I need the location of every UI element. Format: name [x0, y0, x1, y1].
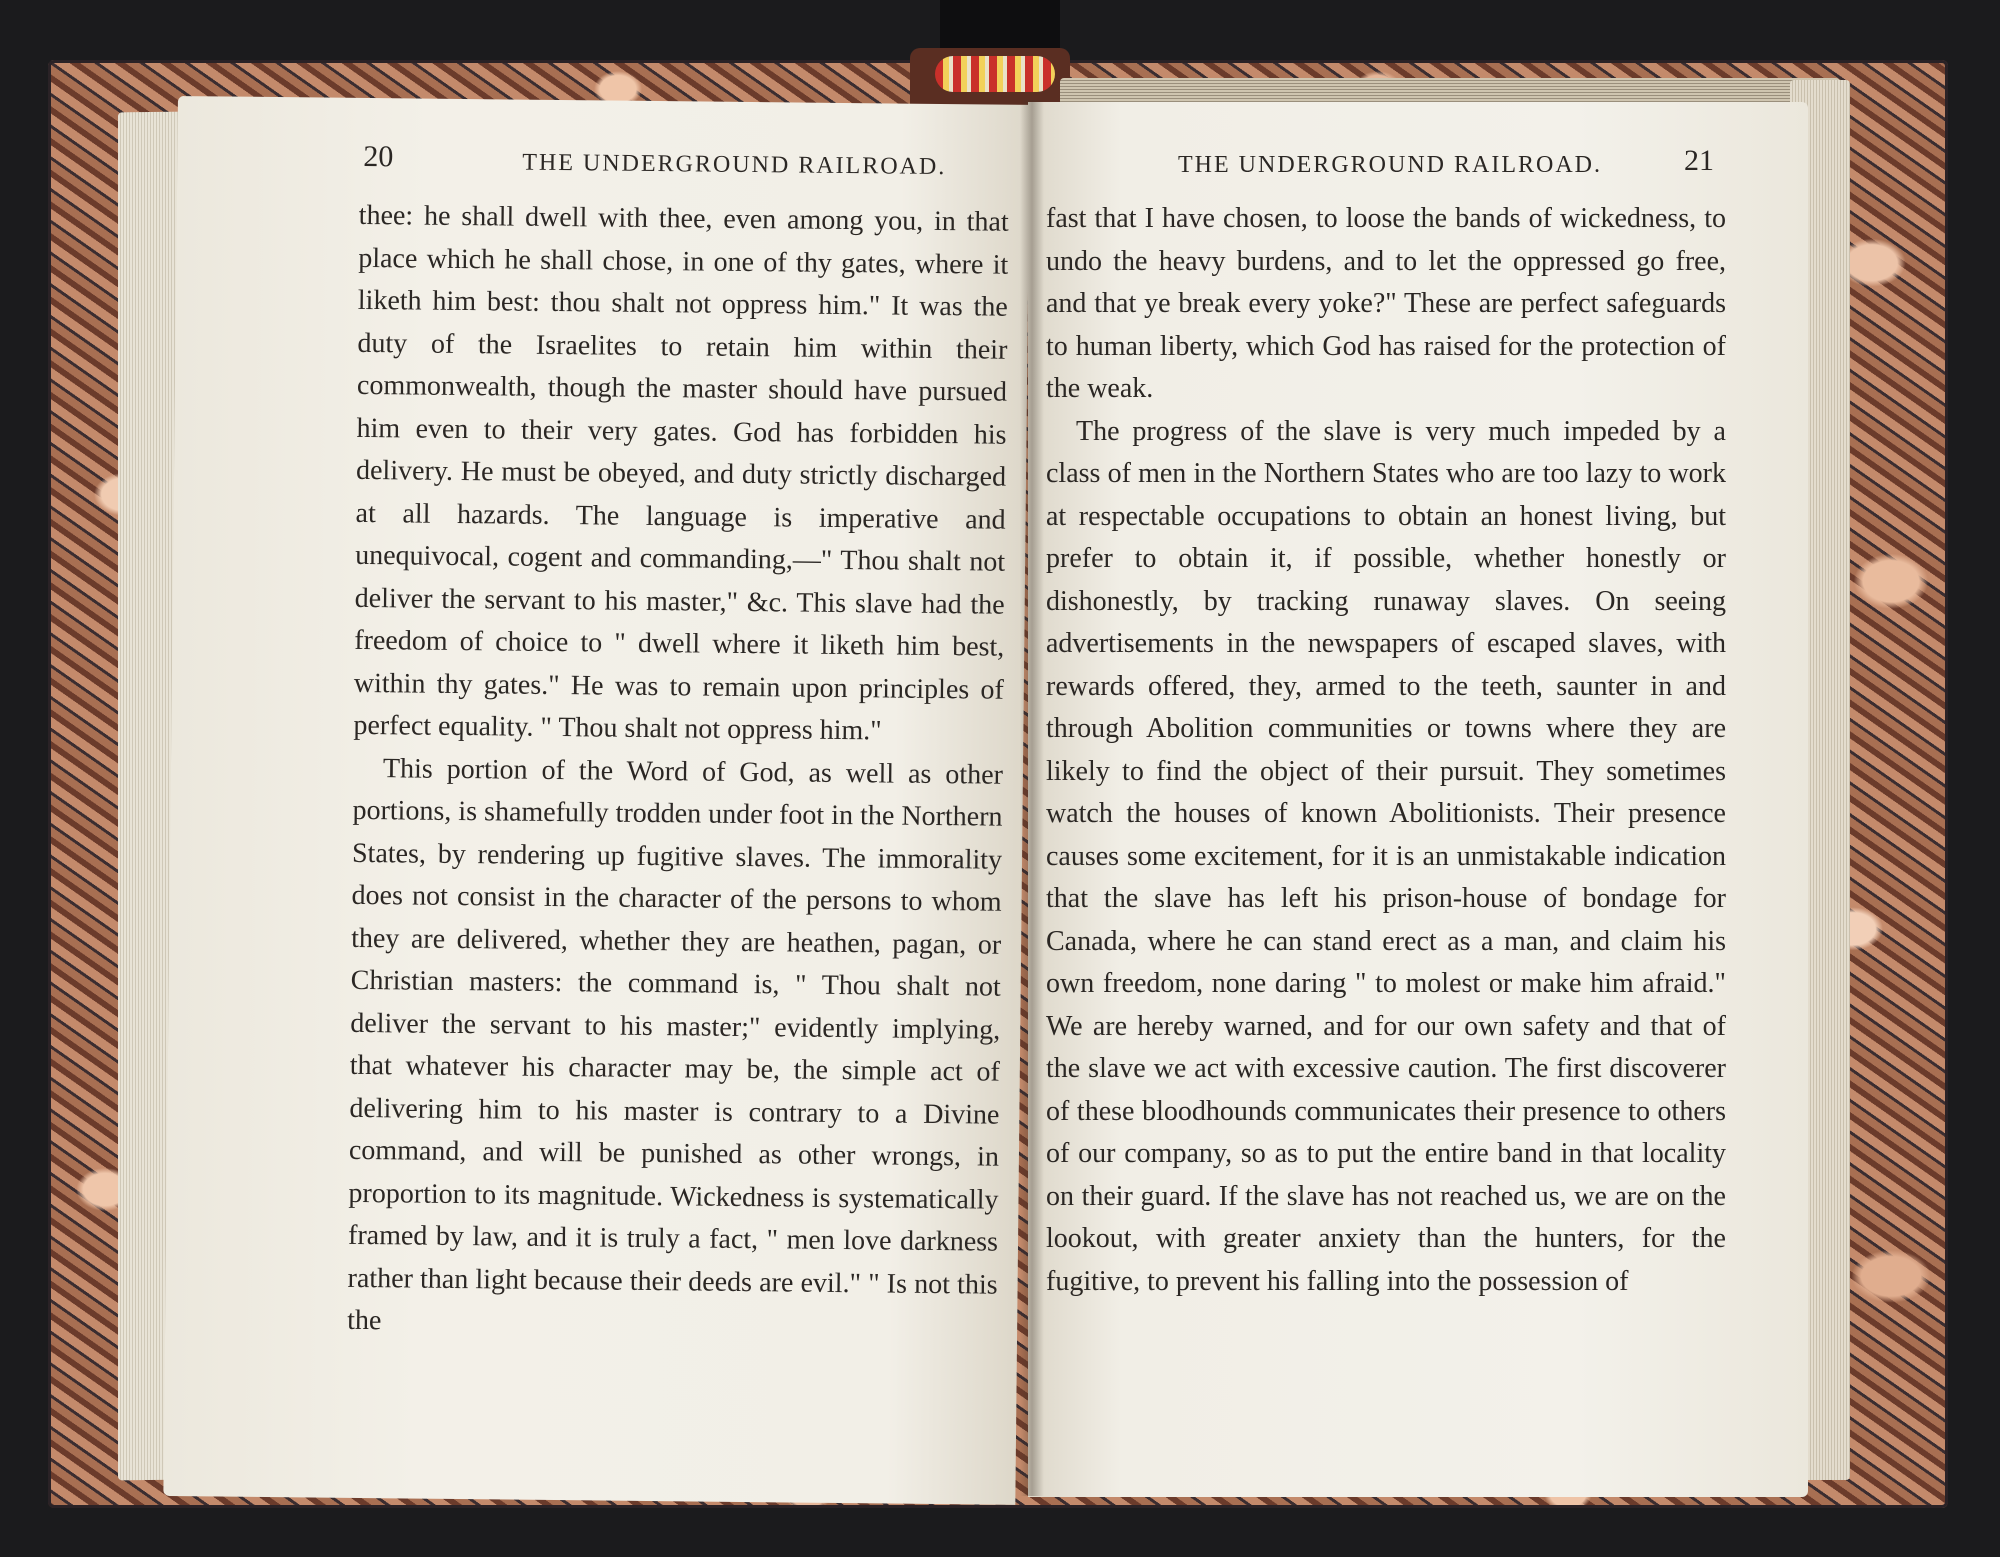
left-page — [163, 96, 1030, 1505]
page-block-top-edge — [1060, 78, 1840, 104]
running-head: THE UNDERGROUND RAILROAD. — [522, 149, 947, 181]
page-number: 20 — [363, 139, 394, 174]
headband — [935, 56, 1055, 92]
paragraph: This portion of the Word of God, as well as other portions, is shamefully trodden under foot in the Northern States, by rendering up fugitive slaves. The immorality does not consist in the character of the persons to whom they are delivered, whether they are heathen, pagan, or Christian masters: the command is, " Thou shalt not deliver the servant to his master;" evidently implying, that whatever his character may be, the simple act of delivering him to his master is contrary to a Divine command, and will be punished as other wrongs, in proportion to its magnitude. Wickedness is systematically framed by law, and it is truly a fact, " men love darkness rather than light because their deeds are evil." " Is not this the — [347, 752, 1004, 1337]
paragraph: fast that I have chosen, to loose the bands of wickedness, to undo the heavy burdens, and to let the oppressed go free, and that ye break every yoke?" These are perfect safeguards to human liberty, which God has raised for the protection of the weak. — [1046, 203, 1726, 404]
paragraph: thee: he shall dwell with thee, even among you, in that place which he shall chose, in one of thy gates, where it liketh him best: thou shalt not oppress him." It was the duty of the Israelites to retain him within their commonwealth, though the master should have pursued him even to their very gates. God has forbidden his delivery. He must be obeyed, and duty strictly discharged at all hazards. The language is imperative and unequivocal, cogent and commanding,—" Thou shalt not deliver the servant to his master," &c. This slave had the freedom of choice to " dwell where it liketh him best, within thy gates." He was to remain upon principles of perfect equality. " Thou shalt not oppress him." — [353, 199, 1009, 747]
running-head: THE UNDERGROUND RAILROAD. — [1178, 152, 1602, 178]
right-page — [1028, 102, 1808, 1497]
page-body — [1046, 198, 1726, 1303]
page-number: 21 — [1684, 144, 1714, 177]
book-gutter — [1020, 100, 1044, 1496]
paragraph: The progress of the slave is very much impeded by a class of men in the Northern States who are too lazy to work at respectable occupations to obtain an honest living, but prefer to obtain it, if possible, whether honestly or dishonestly, by tracking runaway slaves. On seeing advertisements in the newspapers of escaped slaves, with rewards offered, they, armed to the teeth, saunter in and through Abolition communities or towns where they are likely to find the object of their pursuit. They sometimes watch the houses of known Abolitionists. Their presence causes some excitement, for it is an unmistakable indication that the slave has left his prison-house of bondage for Canada, where he can stand erect as a man, and claim his own freedom, none daring " to molest or make him afraid." We are hereby warned, and for our own safety and that of the slave we act with excessive caution. The first discoverer of these bloodhounds communicates their presence to others of our company, so as to put the entire band in that locality on their guard. If the slave has not reached us, we are on the lookout, with greater anxiety than the hunters, for the fugitive, to prevent his falling into the possession of — [1046, 415, 1726, 1297]
page-body — [347, 195, 1009, 1349]
